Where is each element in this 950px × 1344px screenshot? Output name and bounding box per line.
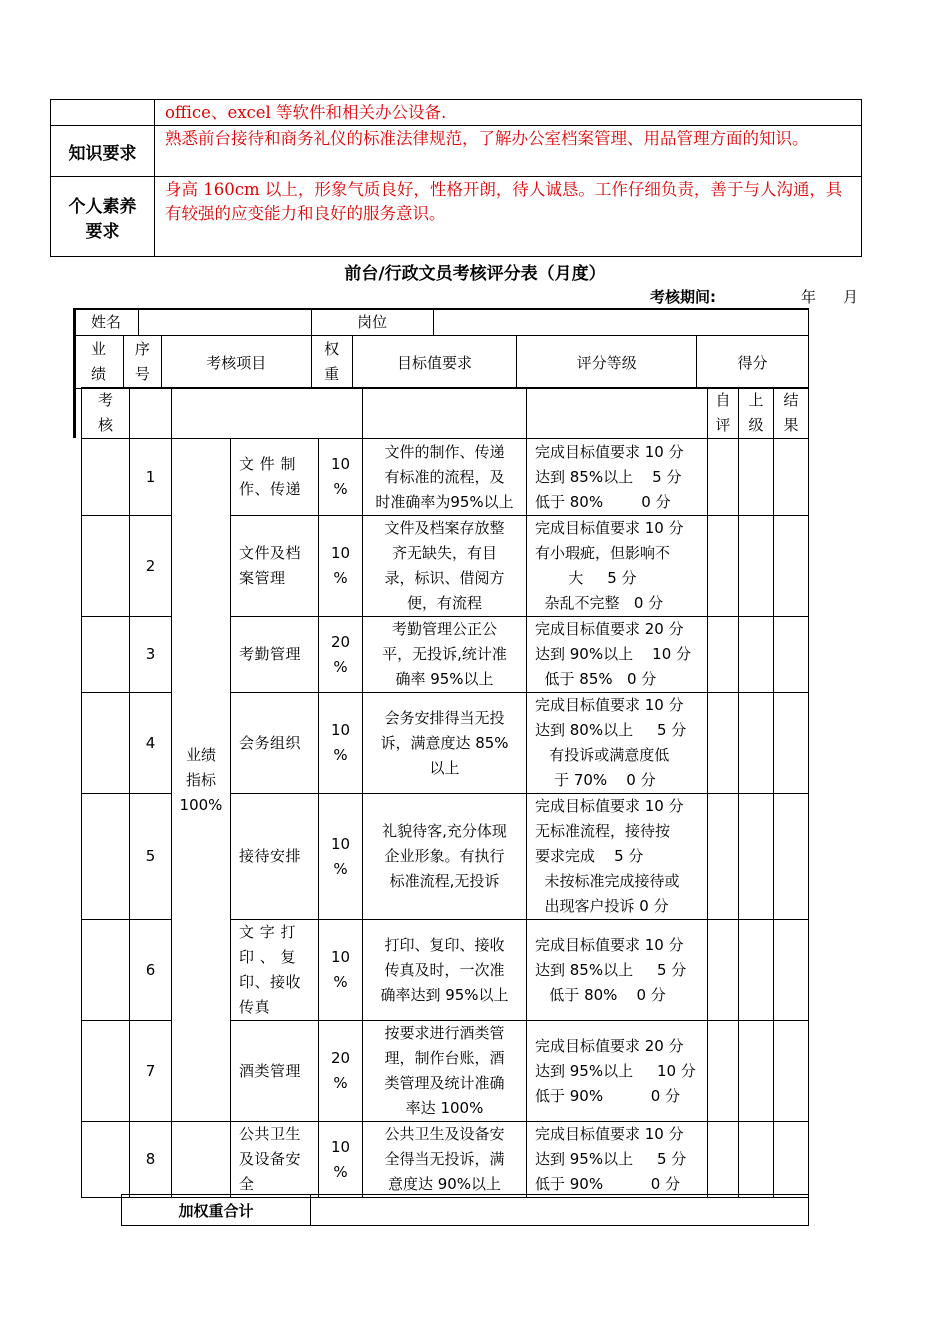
target-line: 确率达到 95%以上	[380, 985, 509, 1004]
col-perf-2: 绩	[90, 365, 106, 383]
seq-cell: 8	[130, 1122, 172, 1198]
table-row	[82, 1122, 809, 1198]
personal-label-line2: 要求	[85, 221, 120, 242]
knowledge-text: 熟悉前台接待和商务礼仪的标准法律规范，了解办公室档案管理、用品管理方面的知识。	[155, 126, 862, 177]
total-value[interactable]	[311, 1195, 809, 1226]
result-cell[interactable]	[774, 693, 809, 794]
name-value[interactable]	[138, 310, 311, 336]
weight-line: 20	[330, 632, 351, 651]
grade-line: 有投诉或满意度低	[535, 746, 670, 764]
item-line: 全	[239, 1175, 255, 1193]
grade-line: 达到 95%以上 5 分	[535, 1150, 687, 1168]
result-cell[interactable]	[774, 439, 809, 516]
category-line: 100%	[179, 795, 223, 814]
perf-cell	[82, 1122, 130, 1198]
item-line: 考勤管理	[239, 645, 302, 663]
weight-line: 10	[330, 834, 351, 853]
grade-cell	[527, 617, 708, 693]
grade-sub	[527, 388, 708, 439]
category-cell-empty	[172, 1122, 231, 1198]
item-cell	[231, 617, 319, 693]
col-grade: 评分等级	[517, 336, 697, 389]
supervisor-2: 级	[748, 416, 764, 434]
item-line: 文 字 打	[239, 923, 297, 941]
item-cell	[231, 1122, 319, 1198]
supervisor-cell[interactable]	[739, 920, 774, 1021]
grade-line: 要求完成 5 分	[535, 847, 644, 865]
weight-line: 10	[330, 721, 351, 739]
seq-cell: 3	[130, 617, 172, 693]
evaluation-table	[81, 387, 809, 1198]
header-left-border	[73, 309, 76, 438]
knowledge-label: 知识要求	[51, 126, 155, 177]
weight-cell	[319, 516, 363, 617]
perf-cell	[82, 516, 130, 617]
form-title: 前台/行政文员考核评分表（月度）	[344, 264, 606, 284]
target-cell	[363, 617, 527, 693]
weight-cell	[319, 1122, 363, 1198]
weight-line: %	[333, 657, 348, 676]
period-month: 月	[843, 288, 859, 306]
category-line: 业绩	[185, 745, 216, 764]
result-header	[774, 388, 809, 439]
item-line: 作、传递	[239, 480, 302, 498]
grade-line: 出现客户投诉 0 分	[535, 897, 669, 915]
weight-line: 10	[330, 1137, 351, 1156]
item-line: 酒类管理	[239, 1061, 302, 1080]
item-line: 印 、 复	[239, 948, 297, 966]
target-line: 便，有流程	[406, 594, 482, 612]
target-cell	[363, 439, 527, 516]
seq-cell: 7	[130, 1021, 172, 1122]
col-weight-2: 重	[324, 365, 340, 383]
target-line: 理，制作台账，酒	[384, 1049, 505, 1067]
self-eval-cell[interactable]	[708, 794, 739, 920]
self-eval-header	[708, 388, 739, 439]
target-cell	[363, 1021, 527, 1122]
grade-cell	[527, 439, 708, 516]
result-cell[interactable]	[774, 617, 809, 693]
result-cell[interactable]	[774, 1021, 809, 1122]
grade-cell	[527, 920, 708, 1021]
perf-cell	[82, 920, 130, 1021]
grade-line: 有小瑕疵，但影响不	[535, 544, 671, 562]
col-weight	[311, 336, 352, 389]
supervisor-cell[interactable]	[739, 693, 774, 794]
result-cell[interactable]	[774, 920, 809, 1021]
target-line: 平，无投诉,统计准	[382, 645, 507, 663]
seq-cell: 1	[130, 439, 172, 516]
weight-line: %	[333, 1162, 348, 1181]
weight-line: 10	[330, 455, 351, 473]
self-eval-cell[interactable]	[708, 516, 739, 617]
col-seq-1: 序	[134, 340, 150, 358]
perf-cell	[82, 1021, 130, 1122]
target-line: 打印、复印、接收	[384, 935, 505, 954]
grade-line: 达到 80%以上 5 分	[535, 721, 687, 739]
item-line: 文件及档	[239, 544, 302, 562]
weight-line: %	[333, 569, 348, 587]
grade-line: 低于 80% 0 分	[535, 985, 666, 1004]
self-eval-1: 自	[715, 391, 731, 409]
post-value[interactable]	[433, 310, 808, 336]
grade-line: 达到 85%以上 5 分	[535, 467, 682, 486]
item-cell	[231, 794, 319, 920]
seq-cell: 4	[130, 693, 172, 794]
weight-line: %	[333, 480, 348, 498]
grade-line: 低于 90% 0 分	[535, 1175, 681, 1193]
grade-line: 低于 80% 0 分	[535, 492, 671, 511]
target-sub	[363, 388, 527, 439]
category-line: 指标	[185, 770, 216, 789]
weight-line: 10	[330, 948, 351, 966]
grade-cell	[527, 794, 708, 920]
result-cell[interactable]	[774, 1122, 809, 1198]
supervisor-cell[interactable]	[739, 794, 774, 920]
req-row0-label	[51, 100, 155, 126]
self-eval-cell[interactable]	[708, 439, 739, 516]
target-line: 齐无缺失，有目	[391, 544, 497, 562]
result-cell[interactable]	[774, 794, 809, 920]
col-target: 目标值要求	[352, 336, 517, 389]
form-header-table	[73, 309, 809, 336]
item-line: 及设备安	[239, 1150, 302, 1168]
grade-line: 达到 90%以上 10 分	[535, 645, 692, 663]
target-line: 全得当无投诉，满	[384, 1150, 505, 1168]
header-top-border	[73, 308, 809, 310]
grade-line: 杂乱不完整 0 分	[535, 594, 664, 612]
grade-cell	[527, 693, 708, 794]
weight-cell	[319, 617, 363, 693]
target-line: 传真及时，一次准	[384, 960, 505, 979]
supervisor-1: 上	[748, 391, 764, 409]
target-line: 意度达 90%以上	[387, 1175, 502, 1193]
item-line: 文 件 制	[239, 455, 297, 473]
col-seq-2: 号	[134, 365, 150, 383]
supervisor-cell[interactable]	[739, 617, 774, 693]
perf-cell	[82, 439, 130, 516]
item-line: 传真	[239, 998, 271, 1016]
grade-line: 完成目标值要求 10 分	[535, 442, 684, 461]
target-line: 诉，满意度达 85%	[380, 733, 509, 752]
grade-line: 完成目标值要求 20 分	[535, 620, 684, 638]
target-cell	[363, 1122, 527, 1198]
grade-line: 完成目标值要求 10 分	[535, 1125, 684, 1143]
col-score: 得分	[697, 336, 809, 389]
name-label: 姓名	[74, 310, 139, 336]
grade-line: 达到 85%以上 5 分	[535, 960, 687, 979]
total-table	[121, 1194, 809, 1226]
target-cell	[363, 920, 527, 1021]
self-eval-cell[interactable]	[708, 693, 739, 794]
col-seq	[123, 336, 161, 389]
supervisor-cell[interactable]	[739, 1122, 774, 1198]
grade-line: 于 70% 0 分	[535, 771, 656, 789]
grade-line: 未按标准完成接待或	[535, 872, 680, 890]
grade-cell	[527, 516, 708, 617]
weight-line: %	[333, 1074, 348, 1092]
grade-cell	[527, 1021, 708, 1122]
category-cell	[172, 439, 231, 1122]
grade-line: 低于 90% 0 分	[535, 1086, 681, 1105]
supervisor-header	[739, 388, 774, 439]
weight-line: %	[333, 746, 348, 764]
item-line: 会务组织	[239, 733, 302, 752]
target-cell	[363, 693, 527, 794]
weight-cell	[319, 920, 363, 1021]
col-weight-1: 权	[324, 340, 340, 358]
result-2: 果	[783, 416, 799, 434]
grade-line: 低于 85% 0 分	[535, 670, 657, 688]
grade-line: 完成目标值要求 20 分	[535, 1036, 684, 1055]
personal-text: 身高 160cm 以上，形象气质良好，性格开朗，待人诚恳。工作仔细负责，善于与人沟通，具有较强的应变能力和良好的服务意识。	[155, 177, 862, 257]
target-line: 有标准的流程，及	[384, 467, 505, 486]
grade-cell	[527, 1122, 708, 1198]
target-line: 按要求进行酒类管	[384, 1024, 505, 1042]
target-line: 公共卫生及设备安	[384, 1125, 505, 1143]
target-line: 录，标识、借阅方	[384, 569, 505, 587]
seq-sub	[130, 388, 172, 439]
total-label: 加权重合计	[122, 1195, 311, 1226]
seq-cell: 2	[130, 516, 172, 617]
target-line: 文件的制作、传递	[384, 442, 505, 461]
item-line: 接待安排	[239, 847, 302, 865]
target-line: 确率 95%以上	[395, 670, 494, 688]
weight-line: %	[333, 859, 348, 878]
item-sub	[172, 388, 363, 439]
personal-label-line1: 个人素养	[68, 196, 137, 217]
item-line: 印、接收	[239, 973, 302, 991]
weight-cell	[319, 439, 363, 516]
result-1: 结	[783, 391, 799, 409]
weight-line: %	[333, 973, 348, 991]
post-label: 岗位	[311, 310, 433, 336]
target-line: 考勤管理公正公	[391, 620, 497, 638]
item-line: 案管理	[239, 569, 286, 587]
result-cell[interactable]	[774, 516, 809, 617]
col-perf-1: 业	[90, 340, 106, 358]
self-eval-2: 评	[715, 416, 731, 434]
target-line: 以上	[429, 758, 460, 777]
personal-label	[51, 177, 155, 257]
table-row	[82, 439, 809, 516]
grade-line: 大 5 分	[535, 569, 637, 587]
period-year: 年	[801, 288, 817, 306]
grade-line: 达到 95%以上 10 分	[535, 1061, 696, 1080]
supervisor-cell[interactable]	[739, 1021, 774, 1122]
target-line: 类管理及统计准确	[384, 1074, 505, 1092]
perf-cell	[82, 693, 130, 794]
grade-line: 完成目标值要求 10 分	[535, 797, 684, 815]
item-line: 公共卫生	[239, 1125, 302, 1143]
target-cell	[363, 516, 527, 617]
seq-cell: 5	[130, 794, 172, 920]
supervisor-cell[interactable]	[739, 439, 774, 516]
target-line: 会务安排得当无投	[384, 708, 505, 727]
target-cell	[363, 794, 527, 920]
perf-cell	[82, 617, 130, 693]
perf-sub	[82, 388, 130, 439]
target-line: 文件及档案存放整	[384, 519, 505, 537]
supervisor-cell[interactable]	[739, 516, 774, 617]
target-line: 企业形象。有执行	[384, 847, 505, 865]
requirements-table	[50, 99, 862, 257]
item-cell	[231, 920, 319, 1021]
grade-line: 无标准流程，接待按	[535, 822, 671, 840]
weight-cell	[319, 1021, 363, 1122]
self-eval-cell[interactable]	[708, 1021, 739, 1122]
seq-cell: 6	[130, 920, 172, 1021]
perf-cell	[82, 794, 130, 920]
grade-line: 完成目标值要求 10 分	[535, 696, 684, 714]
target-line: 时准确率为95%以上	[375, 492, 514, 511]
weight-cell	[319, 693, 363, 794]
grade-line: 完成目标值要求 10 分	[535, 935, 684, 954]
item-cell	[231, 1021, 319, 1122]
weight-line: 10	[330, 544, 351, 562]
col-perf-3: 考	[97, 391, 113, 409]
self-eval-cell[interactable]	[708, 617, 739, 693]
item-cell	[231, 693, 319, 794]
item-cell	[231, 439, 319, 516]
grade-line: 完成目标值要求 10 分	[535, 519, 684, 537]
column-header-table	[73, 335, 809, 389]
col-perf	[74, 336, 124, 389]
req-row0-text: office、excel 等软件和相关办公设备.	[155, 100, 862, 126]
target-line: 率达 100%	[405, 1099, 484, 1117]
self-eval-cell[interactable]	[708, 920, 739, 1021]
col-perf-4: 核	[97, 416, 113, 434]
col-item: 考核项目	[161, 336, 311, 389]
target-line: 标准流程,无投诉	[389, 872, 500, 890]
item-cell	[231, 516, 319, 617]
period-label: 考核期间:	[650, 288, 716, 306]
weight-cell	[319, 794, 363, 920]
self-eval-cell[interactable]	[708, 1122, 739, 1198]
target-line: 礼貌待客,充分体现	[382, 822, 507, 840]
weight-line: 20	[330, 1049, 351, 1067]
